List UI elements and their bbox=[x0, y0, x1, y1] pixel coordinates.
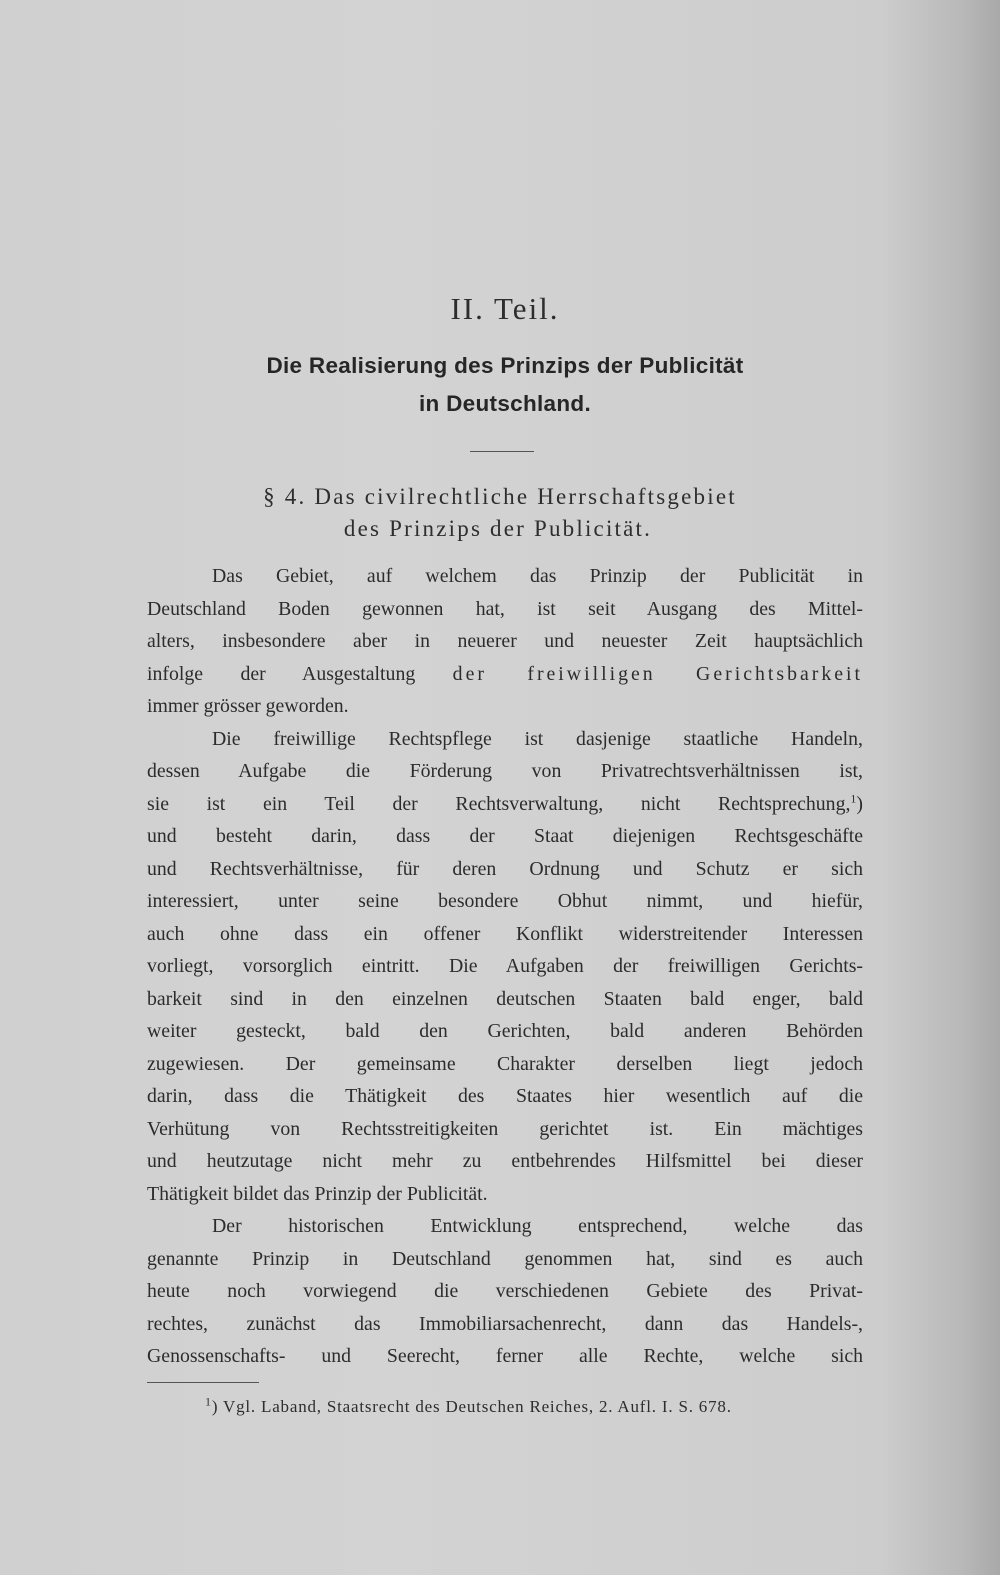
footnote-mark-paren: ) bbox=[211, 1397, 219, 1416]
paragraph-2-line: weiter gesteckt, bald den Gerichten, bald anderen Behörden bbox=[147, 1020, 863, 1042]
chapter-heading-line-2: in Deutschland. bbox=[418, 391, 592, 416]
paragraph-3-line: genannte Prinzip in Deutschland genommen hat, sind es auch bbox=[147, 1247, 863, 1270]
paragraph-2-line: barkeit sind in den einzelnen deutschen Staaten bald enger, bald bbox=[147, 987, 863, 1010]
paragraph-1-line: immer grösser geworden. bbox=[147, 695, 349, 717]
paragraph-2-line: dessen Aufgabe die Förderung von Privatrechtsverhältnissen ist, bbox=[147, 760, 863, 782]
paragraph-2-line bbox=[147, 788, 863, 820]
chapter-heading-line-1: Die Realisierung des Prinzips der Publicität bbox=[266, 353, 744, 378]
footnote-ref-paren: ) bbox=[856, 792, 863, 815]
paragraph-1-line: alters, insbesondere aber in neuerer und neuester Zeit hauptsächlich bbox=[147, 630, 863, 652]
section-heading-line-1: § 4. Das civilrechtliche Herrschaftsgebiet bbox=[263, 484, 737, 509]
paragraph-1-line bbox=[147, 658, 863, 690]
line-text: sie ist ein Teil der Rechtsverwaltung, nicht Rechtsprechung, bbox=[147, 792, 851, 815]
footnote-ref: 1 bbox=[850, 790, 857, 805]
part-title: II. Teil. bbox=[450, 291, 560, 326]
paragraph-2-line: vorliegt, vorsorglich eintritt. Die Aufgaben der freiwilligen Gerichts- bbox=[147, 955, 863, 977]
paragraph-2-line: und besteht darin, dass der Staat diejenigen Rechtsgeschäfte bbox=[147, 825, 863, 847]
paragraph-3-line: Der historischen Entwicklung entsprechend, welche das bbox=[212, 1215, 863, 1237]
paragraph-2-line: zugewiesen. Der gemeinsame Charakter derselben liegt jedoch bbox=[147, 1052, 863, 1075]
paragraph-3-line: Genossenschafts- und Seerecht, ferner alle Rechte, welche sich bbox=[147, 1345, 863, 1367]
paragraph-3-line: heute noch vorwiegend die verschiedenen Gebiete des Privat- bbox=[147, 1280, 863, 1302]
footnote-mark: 1 bbox=[205, 1394, 212, 1409]
heading-divider bbox=[470, 451, 534, 452]
paragraph-2-line: Die freiwillige Rechtspflege ist dasjenige staatliche Handeln, bbox=[212, 727, 863, 750]
section-heading-line-2: des Prinzips der Publicität. bbox=[343, 516, 653, 541]
paragraph-2-line: interessiert, unter seine besondere Obhut nimmt, und hiefür, bbox=[147, 890, 863, 912]
paragraph-2-line: Thätigkeit bildet das Prinzip der Publicität. bbox=[147, 1182, 488, 1205]
paragraph-1-line: Deutschland Boden gewonnen hat, ist seit Ausgang des Mittel- bbox=[147, 597, 863, 620]
paragraph-2-line: Verhütung von Rechtsstreitigkeiten gerichtet ist. Ein mächtiges bbox=[147, 1117, 863, 1140]
paragraph-1-line: Das Gebiet, auf welchem das Prinzip der Publicität in bbox=[212, 565, 863, 587]
footnote-text: Vgl. Laband, Staatsrecht des Deutschen Reiches, 2. Aufl. I. S. 678. bbox=[218, 1397, 732, 1416]
paragraph-2-line: darin, dass die Thätigkeit des Staates hier wesentlich auf die bbox=[147, 1085, 863, 1107]
emphasized-text: der freiwilligen Gerichtsbarkeit bbox=[452, 662, 863, 685]
footnote bbox=[205, 1394, 865, 1417]
paragraph-3-line: rechtes, zunächst das Immobiliarsachenrecht, dann das Handels-, bbox=[147, 1312, 863, 1335]
footnote-divider bbox=[147, 1382, 259, 1383]
paragraph-2-line: und Rechtsverhältnisse, für deren Ordnung und Schutz er sich bbox=[147, 857, 863, 880]
paragraph-2-line: auch ohne dass ein offener Konflikt widerstreitender Interessen bbox=[147, 922, 863, 945]
paragraph-2-line: und heutzutage nicht mehr zu entbehrendes Hilfsmittel bei dieser bbox=[147, 1150, 863, 1172]
line-text: infolge der Ausgestaltung bbox=[147, 662, 416, 685]
